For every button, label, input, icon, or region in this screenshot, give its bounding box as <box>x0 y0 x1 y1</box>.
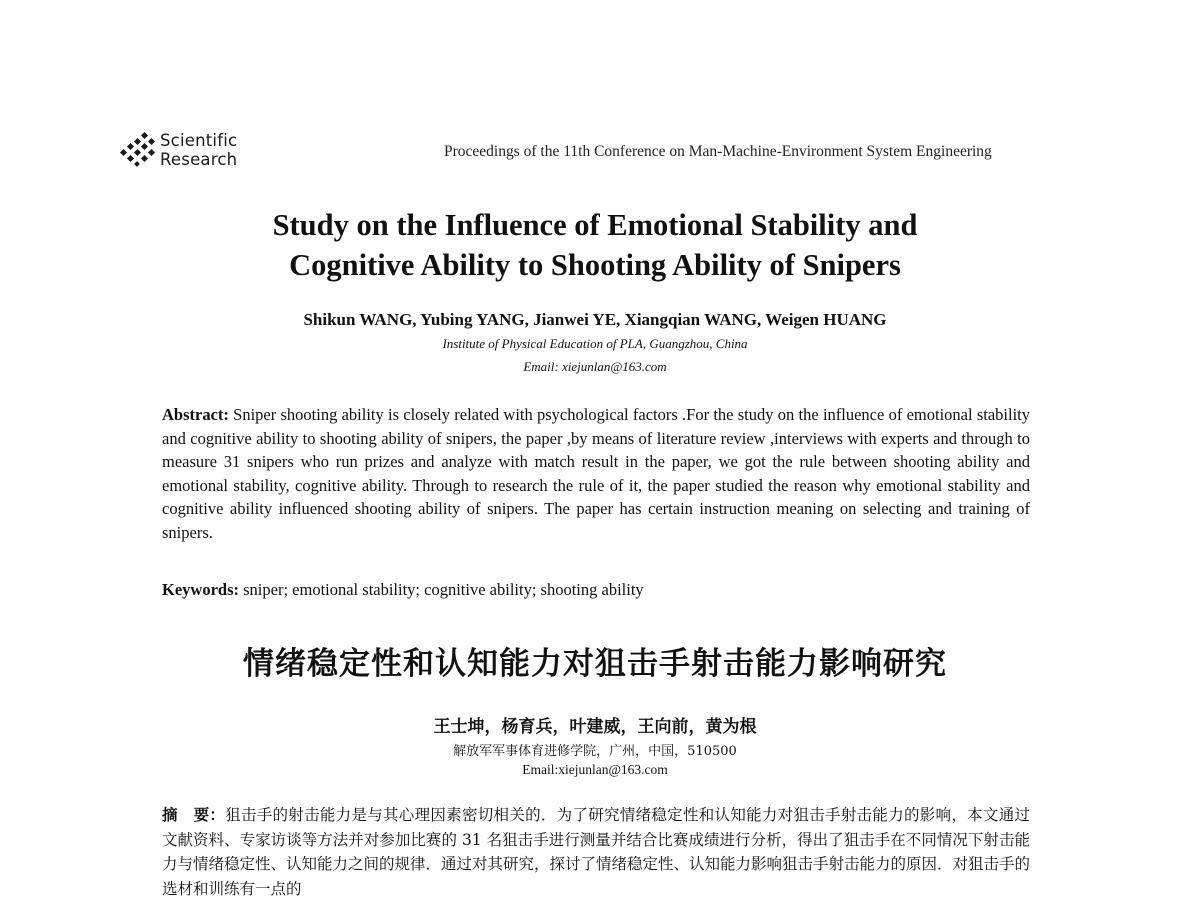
chinese-title: 情绪稳定性和认知能力对狙击手射击能力影响研究 <box>243 646 947 682</box>
english-abstract <box>162 403 1030 545</box>
chinese-authors: 王士坤，杨育兵，叶建威，王向前，黄为根 <box>433 717 757 737</box>
chinese-abstract-label: 摘 要： <box>162 805 226 824</box>
english-authors: Shikun WANG, Yubing YANG, Jianwei YE, Xiangqian WANG, Weigen HUANG <box>303 310 887 329</box>
chinese-abstract <box>162 803 1030 901</box>
scientific-research-logo-icon <box>118 130 158 170</box>
chinese-affiliation: 解放军军事体育进修学院，广州，中国，510500 <box>453 744 737 759</box>
publisher-logo <box>118 130 237 170</box>
keywords-text: sniper; emotional stability; cognitive ability; shooting ability <box>239 580 644 599</box>
english-email: Email: xiejunlan@163.com <box>523 359 667 374</box>
english-title <box>0 205 1190 285</box>
english-title-line1: Study on the Influence of Emotional Stability and <box>272 208 918 242</box>
chinese-email: Email:xiejunlan@163.com <box>522 762 668 777</box>
chinese-abstract-text: 狙击手的射击能力是与其心理因素密切相关的．为了研究情绪稳定性和认知能力对狙击手射击能力的影响，本文通过文献资料、专家访谈等方法并对参加比赛的 31 名狙击手进行测量并结合比赛成绩进行分析，得出了狙击手在不同情况下射击能力与情绪稳定性、认知能力之间的规律．通过对其研究，探讨了情绪稳定性、认知能力影响狙击手射击能力的原因．对狙击手的选材和训练有一点的 <box>162 806 1031 898</box>
keywords-label: Keywords: <box>162 580 239 599</box>
logo-line1: Scientific <box>160 131 238 150</box>
logo-line2: Research <box>160 150 238 169</box>
abstract-label: Abstract: <box>162 405 229 424</box>
english-keywords <box>162 579 1030 601</box>
proceedings-header: Proceedings of the 11th Conference on Man-Machine-Environment System Engineering <box>444 143 992 160</box>
english-title-line2: Cognitive Ability to Shooting Ability of Snipers <box>289 248 901 282</box>
abstract-text: Sniper shooting ability is closely related with psychological factors .For the study on the influence of emotional stability and cognitive ability to shooting ability of snipers, the paper ,by means of literature review ,interviews with experts and through to measure 31 snipers who run prizes and analyze with match result in the paper, we got the rule between shooting ability and emotional stability, cognitive ability. Through to research the rule of it, the paper studied the reason why emotional stability and cognitive ability influenced shooting ability of snipers. The paper has certain instruction meaning on selecting and training of snipers. <box>162 405 1030 542</box>
english-affiliation: Institute of Physical Education of PLA, Guangzhou, China <box>442 336 748 351</box>
logo-text <box>160 131 237 169</box>
